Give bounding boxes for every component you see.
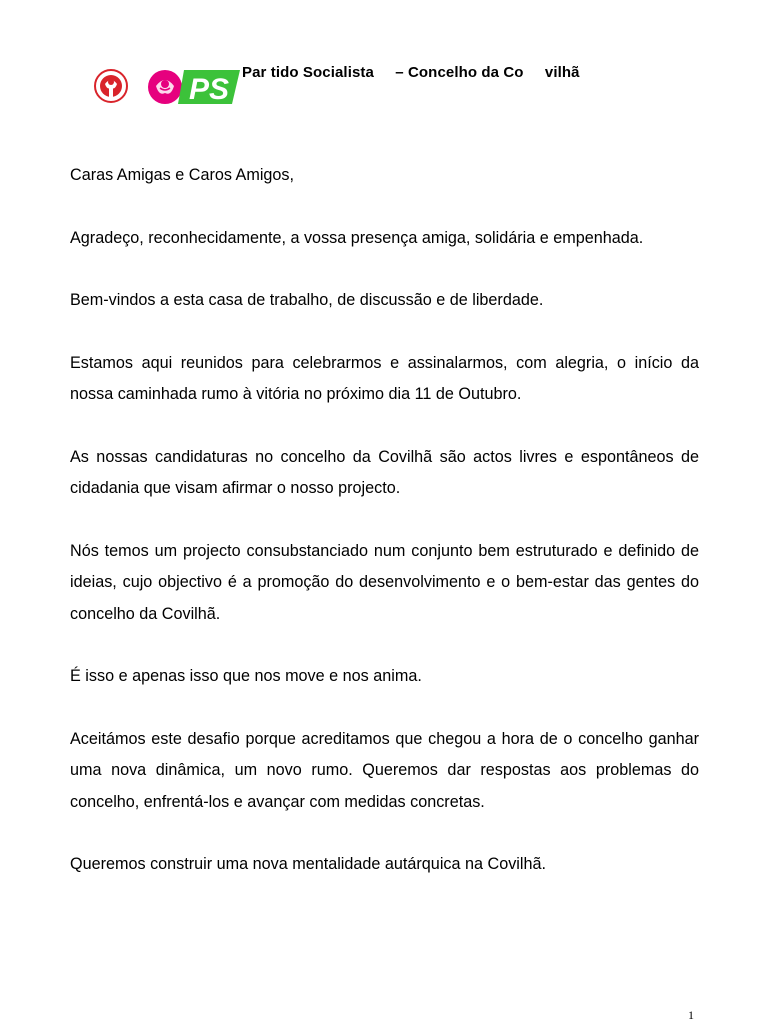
page-number: 1 xyxy=(688,1008,694,1022)
paragraph: Queremos construir uma nova mentalidade autárquica na Covilhã. xyxy=(70,855,546,873)
paragraph: Agradeço, reconhecidamente, a vossa presença amiga, solidária e empenhada. xyxy=(70,228,644,247)
paragraph: As nossas candidaturas no concelho da Covilhã são actos livres e espontâneos de cidadania que visam afirmar o nosso projecto. xyxy=(70,447,699,497)
letter-body xyxy=(70,160,699,912)
paragraph: Bem-vindos a esta casa de trabalho, de discussão e de liberdade. xyxy=(70,291,544,309)
letterhead-title: Par tido Socialista – Concelho da Co vilhã xyxy=(242,64,580,81)
paragraph: É isso e apenas isso que nos move e nos anima. xyxy=(70,667,422,685)
ps-logo-text: PS xyxy=(188,73,230,106)
ps-party-logo-icon xyxy=(146,68,240,106)
paragraph: Aceitámos este desafio porque acreditamos que chegou a hora de o concelho ganhar uma nova dinâmica, um novo rumo. Queremos dar respostas aos problemas do concelho, enfrentá-los e avançar com medidas concretas. xyxy=(70,729,699,811)
letterhead xyxy=(88,64,688,108)
rose-fist-logo-icon xyxy=(93,68,129,104)
paragraph: Nós temos um projecto consubstanciado num conjunto bem estruturado e definido de ideias, cujo objectivo é a promoção do desenvolvimento e o bem-estar das gentes do concelho da Covilhã. xyxy=(70,541,699,623)
paragraph: Estamos aqui reunidos para celebrarmos e assinalarmos, com alegria, o início da nossa caminhada rumo à vitória no próximo dia 11 de Outubro. xyxy=(70,353,699,403)
salutation: Caras Amigas e Caros Amigos, xyxy=(70,166,295,184)
